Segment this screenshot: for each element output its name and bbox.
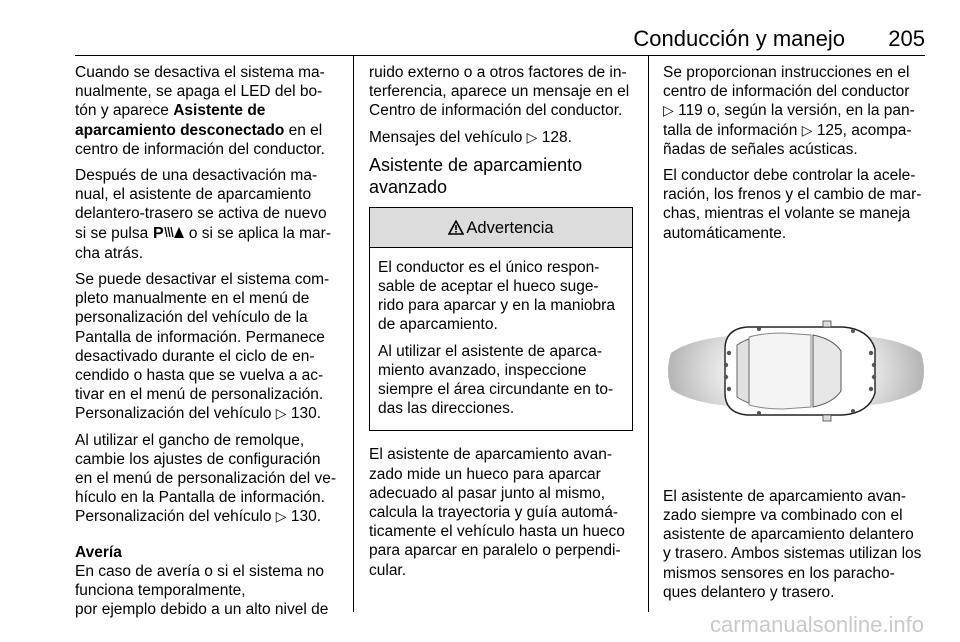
column-divider-1 [353,56,354,612]
page-reference-arrow-icon: ▷ [663,102,674,119]
paragraph: El asistente de aparcamiento avan- zado mide un hueco para aparcar adecuado al pasar junto al mismo, calcula la trayectoria y guía automá- ticamente el vehículo hasta un hueco para aparcar en paralelo o perpendi- cular. [369,446,625,579]
paragraph: Cuando se desactiva el sistema ma- nualmente, se apaga el LED del bo- tón y aparece Asistente de aparcamiento desconectado en el centro de información del conductor. [75,64,325,158]
svg-text:P: P [152,224,164,239]
page-reference-arrow-icon: ▷ [801,121,813,138]
column-2 [369,63,633,587]
page-reference[interactable]: 125, acompa- [816,121,912,139]
page-reference[interactable]: 130. [290,508,322,526]
page-reference[interactable]: 128. [541,128,572,146]
column-3 [663,63,929,609]
page-header [75,26,925,52]
car-top-view-icon [663,265,929,477]
paragraph: Al utilizar el gancho de remolque, cambie los ajustes de configuración en el menú de personalización del ve- hículo en la Pantalla de información. Personalización del vehículo ▷ 130. [75,431,337,526]
paragraph: Se proporcionan instrucciones en el centro de información del conductor ▷ 119 o, según la versión, en la pan- talla de información ▷ 125, acompa- ñadas de señales acústicas. [663,64,915,158]
paragraph: El conductor es el único respon- sable de aceptar el hueco suge- rido para aparcar y en la maniobra de aparcamiento. [378,258,615,334]
fault-section: Avería En caso de avería o si el sistema no funciona temporalmente, por ejemplo debido a un alto nivel de [75,543,341,620]
parking-sensor-illustration [663,265,929,477]
paragraph: El asistente de aparcamiento avan- zado siempre va combinado con el asistente de aparcamiento delantero y trasero. Ambos sistemas utilizan los mismos sensores en los paracho- ques delantero y trasero. [663,487,922,601]
section-subheading: Avería [75,543,122,561]
page-reference[interactable]: 119 o, según la versión, en la pan- [678,102,915,120]
paragraph: Al utilizar el asistente de aparca- miento avanzado, inspeccione siempre el área circundante en to- das las direcciones. [378,342,614,418]
paragraph: ruido externo o a otros factores de in- terferencia, aparece un mensaje en el Centro de información del conductor. [369,64,630,120]
warning-triangle-icon [448,210,464,250]
paragraph: Se puede desactivar el sistema com- pleto manualmente en el menú de personalización del vehículo de la Pantalla de información. Permanece desactivado durante el ciclo de en- cendido o hasta que se vuelva a ac- tivar en el menú de personalización. Personalización del vehículo ▷ 130. [75,271,330,423]
page-number: 205 [888,26,925,51]
section-heading: Asistente de aparcamiento avanzado [369,154,583,197]
warning-body [370,248,632,431]
page-reference-arrow-icon: ▷ [526,128,538,145]
watermark: carmanualsonline.info [709,612,924,637]
page-reference-arrow-icon: ▷ [275,405,287,422]
paragraph: El conductor debe controlar la acele- ración, los frenos y el cambio de mar- chas, mientras el volante se maneja automáticamente. [663,167,922,242]
paragraph: Después de una desactivación ma- nual, el asistente de aparcamiento delantero-trasero se activa de nuevo si se pulsa P o si se aplica la mar- cha atrás. [75,167,331,262]
page-reference-arrow-icon: ▷ [275,508,287,525]
ui-message: aparcamiento desconectado [75,121,285,139]
ui-message: Asistente de [173,102,266,120]
warning-box [369,207,633,432]
column-divider-2 [648,56,649,612]
chapter-title: Conducción y manejo [633,26,845,51]
header-divider [75,55,925,56]
warning-title: Advertencia [466,218,554,237]
page-reference[interactable]: 130. [290,405,322,423]
paragraph: Mensajes del vehículo ▷ 128. [369,128,572,146]
column-1 [75,63,341,619]
warning-header [370,208,632,248]
park-assist-button-icon [153,225,185,244]
